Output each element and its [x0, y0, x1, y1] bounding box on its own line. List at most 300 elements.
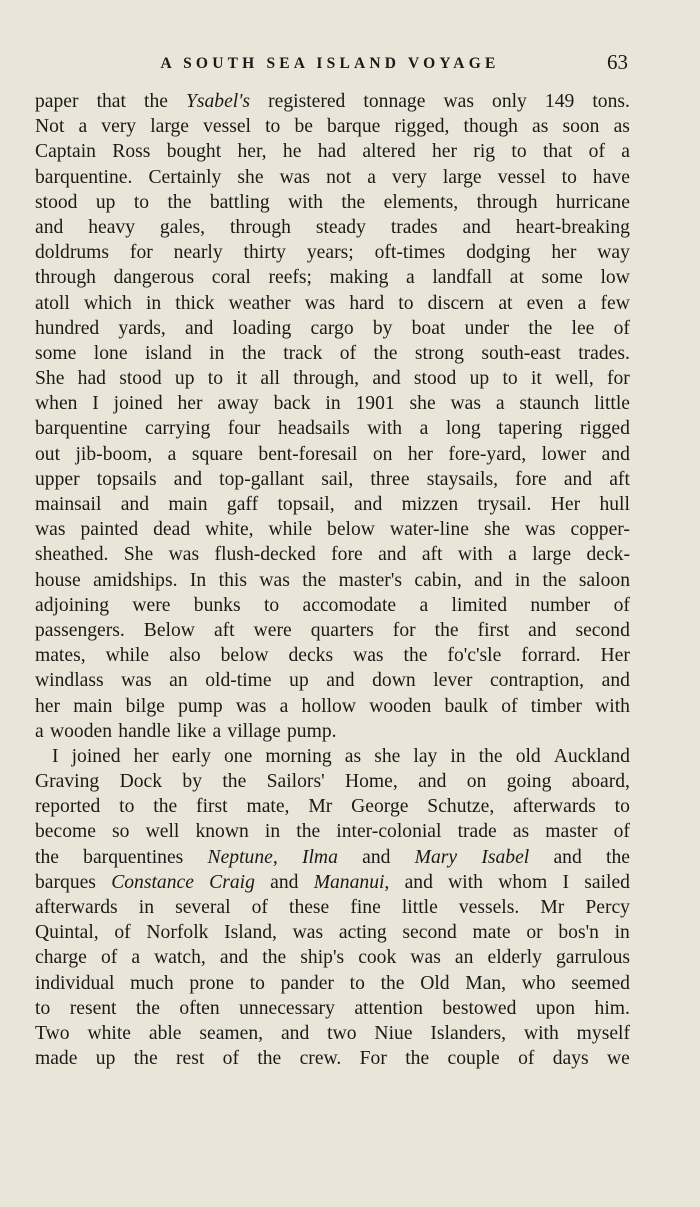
word: two: [327, 1022, 357, 1044]
word: rigged: [579, 418, 630, 440]
word: a: [367, 166, 376, 188]
text-line: [35, 517, 630, 542]
word: ship's: [300, 947, 345, 969]
word: was: [168, 544, 200, 566]
text-line: [35, 996, 630, 1021]
word: had: [317, 141, 347, 163]
word: and: [173, 468, 203, 490]
word: garrulous: [555, 947, 630, 969]
word: some: [35, 342, 77, 364]
word: stood: [413, 368, 457, 390]
word: him.: [594, 997, 630, 1019]
word: Norfolk: [146, 922, 209, 944]
word: Two: [35, 1022, 70, 1044]
word: individual: [35, 972, 115, 994]
word: for: [392, 619, 416, 641]
word: Island,: [224, 922, 277, 944]
text-line: [35, 341, 630, 366]
word: top-gallant: [219, 468, 305, 490]
word: an: [169, 670, 188, 692]
word: was: [235, 695, 267, 717]
word: large: [150, 116, 190, 138]
word: with: [367, 418, 403, 440]
word: cabin,: [414, 569, 462, 591]
text-line: [35, 744, 630, 769]
word: battling: [209, 191, 270, 213]
word: south-east: [481, 342, 561, 364]
word: large: [442, 166, 482, 188]
word: passengers.: [35, 619, 125, 641]
text-line: [35, 215, 630, 240]
word: staunch: [519, 393, 580, 415]
word: and: [404, 871, 433, 893]
word: she: [409, 393, 436, 415]
word: number: [530, 594, 591, 616]
word: barquentine: [35, 418, 128, 440]
italic-word: Ilma: [301, 846, 338, 868]
word: whom: [498, 871, 548, 893]
word: the: [478, 745, 503, 767]
word: and: [601, 443, 630, 465]
word: Her: [600, 645, 630, 667]
word: the: [222, 771, 247, 793]
word: Below: [143, 619, 195, 641]
word: crew.: [299, 1048, 342, 1070]
word: headsails: [277, 418, 350, 440]
word: a: [621, 141, 630, 163]
word: windlass: [35, 670, 104, 692]
word: to: [119, 796, 135, 818]
word: the: [373, 342, 398, 364]
text-line: [35, 391, 630, 416]
word: sailed: [584, 871, 630, 893]
word: white,: [205, 519, 254, 541]
word: days: [552, 1048, 589, 1070]
word: her: [133, 745, 159, 767]
word: were: [253, 619, 292, 641]
word: staysails,: [426, 468, 499, 490]
word: to: [133, 191, 150, 213]
word: fore: [331, 544, 363, 566]
word: for: [606, 368, 630, 390]
word: afterwards: [35, 897, 118, 918]
word: lone: [93, 342, 128, 364]
word: with: [448, 871, 483, 893]
word: bilge: [125, 695, 165, 717]
word: and: [378, 544, 407, 566]
word: Quintal,: [35, 922, 99, 944]
text-line: [35, 945, 630, 970]
word: wooden: [49, 720, 113, 742]
word: few: [600, 292, 630, 314]
word: barque: [327, 116, 381, 138]
word: altered: [362, 141, 416, 163]
word: a: [131, 947, 141, 969]
word: of: [613, 821, 630, 843]
word: first: [196, 796, 228, 818]
word: back: [273, 393, 311, 415]
word: up: [95, 191, 116, 213]
word: lower: [541, 443, 587, 465]
word: prone: [189, 972, 234, 994]
word: heavy: [88, 216, 135, 238]
word: square: [191, 443, 243, 465]
word: Sailors': [266, 771, 325, 793]
word: track: [283, 342, 323, 364]
word: pander: [280, 972, 334, 994]
word: thirty: [243, 242, 286, 264]
word: morning: [265, 745, 332, 767]
word: was: [259, 569, 290, 591]
word: topsail,: [277, 494, 335, 515]
word: that: [96, 91, 126, 112]
word: cook: [358, 947, 397, 969]
word: mates,: [35, 645, 86, 667]
word: was: [279, 166, 311, 188]
word: vessel: [497, 166, 546, 188]
word: afterwards: [513, 796, 596, 818]
word: master's: [338, 569, 402, 591]
word: mizzen: [401, 494, 459, 515]
text-line: [35, 366, 630, 391]
word: up: [469, 368, 490, 390]
word: in: [145, 292, 162, 314]
word: through: [476, 191, 538, 213]
text-line: [35, 819, 630, 844]
word: of: [251, 897, 268, 918]
word: the: [144, 91, 168, 112]
word: three: [370, 468, 410, 490]
word: at: [509, 267, 524, 289]
word: on: [372, 443, 393, 465]
word: this: [218, 569, 247, 591]
word: and: [353, 494, 383, 515]
word: trysail.: [477, 494, 532, 515]
word: elderly: [487, 947, 542, 969]
word: trades: [390, 216, 438, 238]
word: bunks: [193, 594, 241, 616]
italic-word: Constance: [111, 871, 194, 893]
word: bought: [166, 141, 222, 163]
word: to: [561, 166, 577, 188]
word: well: [145, 821, 180, 843]
word: the: [241, 342, 266, 364]
word: down: [372, 670, 416, 692]
word: sail,: [321, 468, 354, 490]
word: dodging: [466, 242, 531, 264]
word: of: [588, 141, 605, 163]
word: up: [289, 670, 309, 692]
page-number: 63: [607, 50, 628, 74]
word: dangerous: [113, 267, 195, 289]
word: was: [450, 393, 481, 415]
word: and: [474, 569, 503, 591]
text-line: [35, 971, 630, 996]
word: and: [563, 468, 593, 490]
word: hurricane: [555, 191, 630, 213]
word: to: [265, 116, 281, 138]
text-line: [35, 190, 630, 215]
word: island: [144, 342, 192, 364]
word: trade: [457, 821, 497, 843]
word: a: [167, 443, 177, 465]
word: I: [92, 393, 99, 415]
text-line: [35, 794, 630, 819]
word: strong: [414, 342, 464, 364]
word: not: [326, 166, 352, 188]
word: the: [262, 947, 287, 969]
text-line: [35, 291, 630, 316]
word: atoll: [35, 292, 70, 314]
word: 1901: [355, 393, 395, 415]
word: Mr: [308, 796, 333, 818]
text-line: [35, 165, 630, 190]
word: one: [223, 745, 253, 767]
word: and: [219, 947, 249, 969]
word: the: [528, 317, 553, 339]
word: jib-boom,: [75, 443, 153, 465]
text-line: [35, 920, 630, 945]
word: little: [401, 897, 438, 918]
word: acting: [338, 922, 387, 944]
word: joined: [113, 393, 163, 415]
word: years;: [306, 242, 354, 264]
word: George: [351, 796, 409, 818]
word: discern: [427, 292, 485, 314]
word: main: [168, 494, 208, 515]
word: to: [349, 972, 365, 994]
word: by: [372, 317, 393, 339]
word: weather: [228, 292, 291, 314]
word: Her: [550, 494, 581, 515]
page-header: [0, 52, 700, 78]
text-line: [35, 467, 630, 492]
word: in: [514, 569, 531, 591]
word: to: [502, 368, 518, 390]
word: the: [606, 846, 630, 868]
word: through: [229, 216, 291, 238]
word: and: [280, 1022, 310, 1044]
word: nearly: [173, 242, 223, 264]
word: the: [133, 1048, 158, 1070]
word: large: [532, 544, 572, 566]
word: and: [184, 317, 214, 339]
word: was: [410, 947, 441, 969]
word: and: [418, 771, 447, 793]
word: was: [443, 91, 474, 112]
word: by: [182, 771, 202, 793]
word: which: [83, 292, 132, 314]
word: forrard.: [521, 645, 581, 667]
word: rest: [176, 1048, 205, 1070]
word: rigged,: [394, 116, 450, 138]
word: hollow: [301, 695, 356, 717]
word: as: [613, 116, 630, 138]
word: amidships.: [93, 569, 178, 591]
word: the: [35, 846, 59, 868]
word: and: [462, 216, 491, 238]
word: like: [176, 720, 207, 742]
word: accomodate: [302, 594, 397, 616]
word: aft: [421, 544, 443, 566]
word: elements,: [383, 191, 459, 213]
word: registered: [268, 91, 346, 112]
word: She: [35, 368, 65, 390]
word: gales,: [159, 216, 206, 238]
word: Dock: [119, 771, 163, 793]
word: heart-breaking: [515, 216, 630, 238]
word: doldrums: [35, 242, 110, 264]
word: and: [362, 846, 391, 868]
word: her: [177, 393, 203, 415]
word: at: [498, 292, 513, 314]
word: was: [304, 292, 336, 314]
word: barquentines: [83, 846, 184, 868]
word: the: [302, 569, 327, 591]
word: wooden: [369, 695, 432, 717]
word: with: [595, 695, 630, 717]
word: little: [594, 393, 630, 415]
text-line: [35, 316, 630, 341]
word: house: [35, 569, 81, 591]
word: these: [289, 897, 330, 918]
word: through: [35, 267, 96, 289]
word: several: [175, 897, 231, 918]
word: lever: [433, 670, 473, 692]
word: making: [329, 267, 389, 289]
word: aft: [213, 619, 235, 641]
word: hundred: [35, 317, 100, 339]
word: as: [512, 821, 530, 843]
word: water-line: [389, 519, 469, 541]
word: Graving: [35, 771, 100, 793]
word: up: [95, 1048, 116, 1070]
word: stood: [119, 368, 162, 390]
word: a: [419, 594, 429, 616]
word: quarters: [310, 619, 374, 641]
word: her,: [237, 141, 267, 163]
word: be: [294, 116, 313, 138]
word: reported: [35, 796, 101, 818]
word: her: [551, 242, 577, 264]
word: the: [257, 1048, 282, 1070]
word: topsails: [96, 468, 157, 490]
word: often: [179, 997, 220, 1019]
word: unnecessary: [239, 997, 335, 1019]
word: also: [169, 645, 201, 667]
text-line: [35, 1046, 630, 1071]
text-line: [35, 568, 630, 593]
word: thick: [175, 292, 215, 314]
word: old: [515, 745, 541, 767]
word: steady: [315, 216, 366, 238]
word: early: [171, 745, 211, 767]
word: 149: [544, 91, 575, 112]
word: we: [607, 1048, 630, 1070]
word: was: [35, 519, 66, 541]
word: able: [148, 1022, 182, 1044]
word: in: [325, 393, 341, 415]
italic-word: Craig: [209, 871, 255, 893]
word: barquentine.: [35, 166, 133, 188]
word: of: [222, 1048, 239, 1070]
word: with: [523, 1022, 559, 1044]
word: of: [501, 695, 518, 717]
word: under: [464, 317, 510, 339]
word: old-time: [205, 670, 272, 692]
word: that: [542, 141, 573, 163]
word: to: [207, 368, 223, 390]
word: Schutze,: [427, 796, 495, 818]
text-line: [35, 618, 630, 643]
word: up: [174, 368, 195, 390]
text-line: [35, 240, 630, 265]
word: baulk: [444, 695, 488, 717]
word: aboard,: [571, 771, 630, 793]
word: soon: [562, 116, 600, 138]
word: reefs;: [268, 267, 312, 289]
word: was: [292, 922, 324, 944]
word: in: [264, 821, 281, 843]
word: dead: [153, 519, 191, 541]
text-line: [35, 492, 630, 517]
italic-word: Mary: [414, 846, 458, 868]
text-line: [35, 668, 630, 693]
word: a: [419, 418, 429, 440]
word: a: [406, 267, 415, 289]
word: bestowed: [442, 997, 517, 1019]
text-line: [35, 593, 630, 618]
word: below: [220, 645, 269, 667]
word: even: [526, 292, 564, 314]
text-line: [35, 542, 630, 567]
word: cargo: [310, 317, 354, 339]
text-line: [35, 1021, 630, 1046]
word: boat: [411, 317, 446, 339]
word: had: [77, 368, 106, 390]
word: yards,: [118, 317, 166, 339]
word: main: [73, 695, 113, 717]
word: lay: [413, 745, 438, 767]
word: the: [153, 796, 178, 818]
italic-word: Isabel: [481, 846, 530, 868]
word: Niue: [374, 1022, 413, 1044]
word: or: [526, 922, 543, 944]
word: when: [35, 393, 78, 415]
word: timber: [530, 695, 582, 717]
word: known: [195, 821, 249, 843]
word: the: [405, 1048, 430, 1070]
word: hull: [599, 494, 630, 515]
italic-word: Mananui,: [313, 871, 390, 893]
word: seamen,: [199, 1022, 264, 1044]
word: resent: [69, 997, 117, 1019]
word: very: [391, 166, 427, 188]
word: second: [575, 619, 630, 641]
word: the: [167, 191, 192, 213]
word: she: [483, 519, 511, 541]
word: barques: [35, 871, 96, 893]
word: to: [614, 796, 630, 818]
word: while: [268, 519, 313, 541]
text-line: [35, 416, 630, 441]
word: Not: [35, 116, 65, 138]
word: coral: [211, 267, 251, 289]
word: a: [212, 720, 222, 742]
running-title: A SOUTH SEA ISLAND VOYAGE: [160, 55, 500, 72]
word: well,: [555, 368, 594, 390]
word: rig: [473, 141, 496, 163]
